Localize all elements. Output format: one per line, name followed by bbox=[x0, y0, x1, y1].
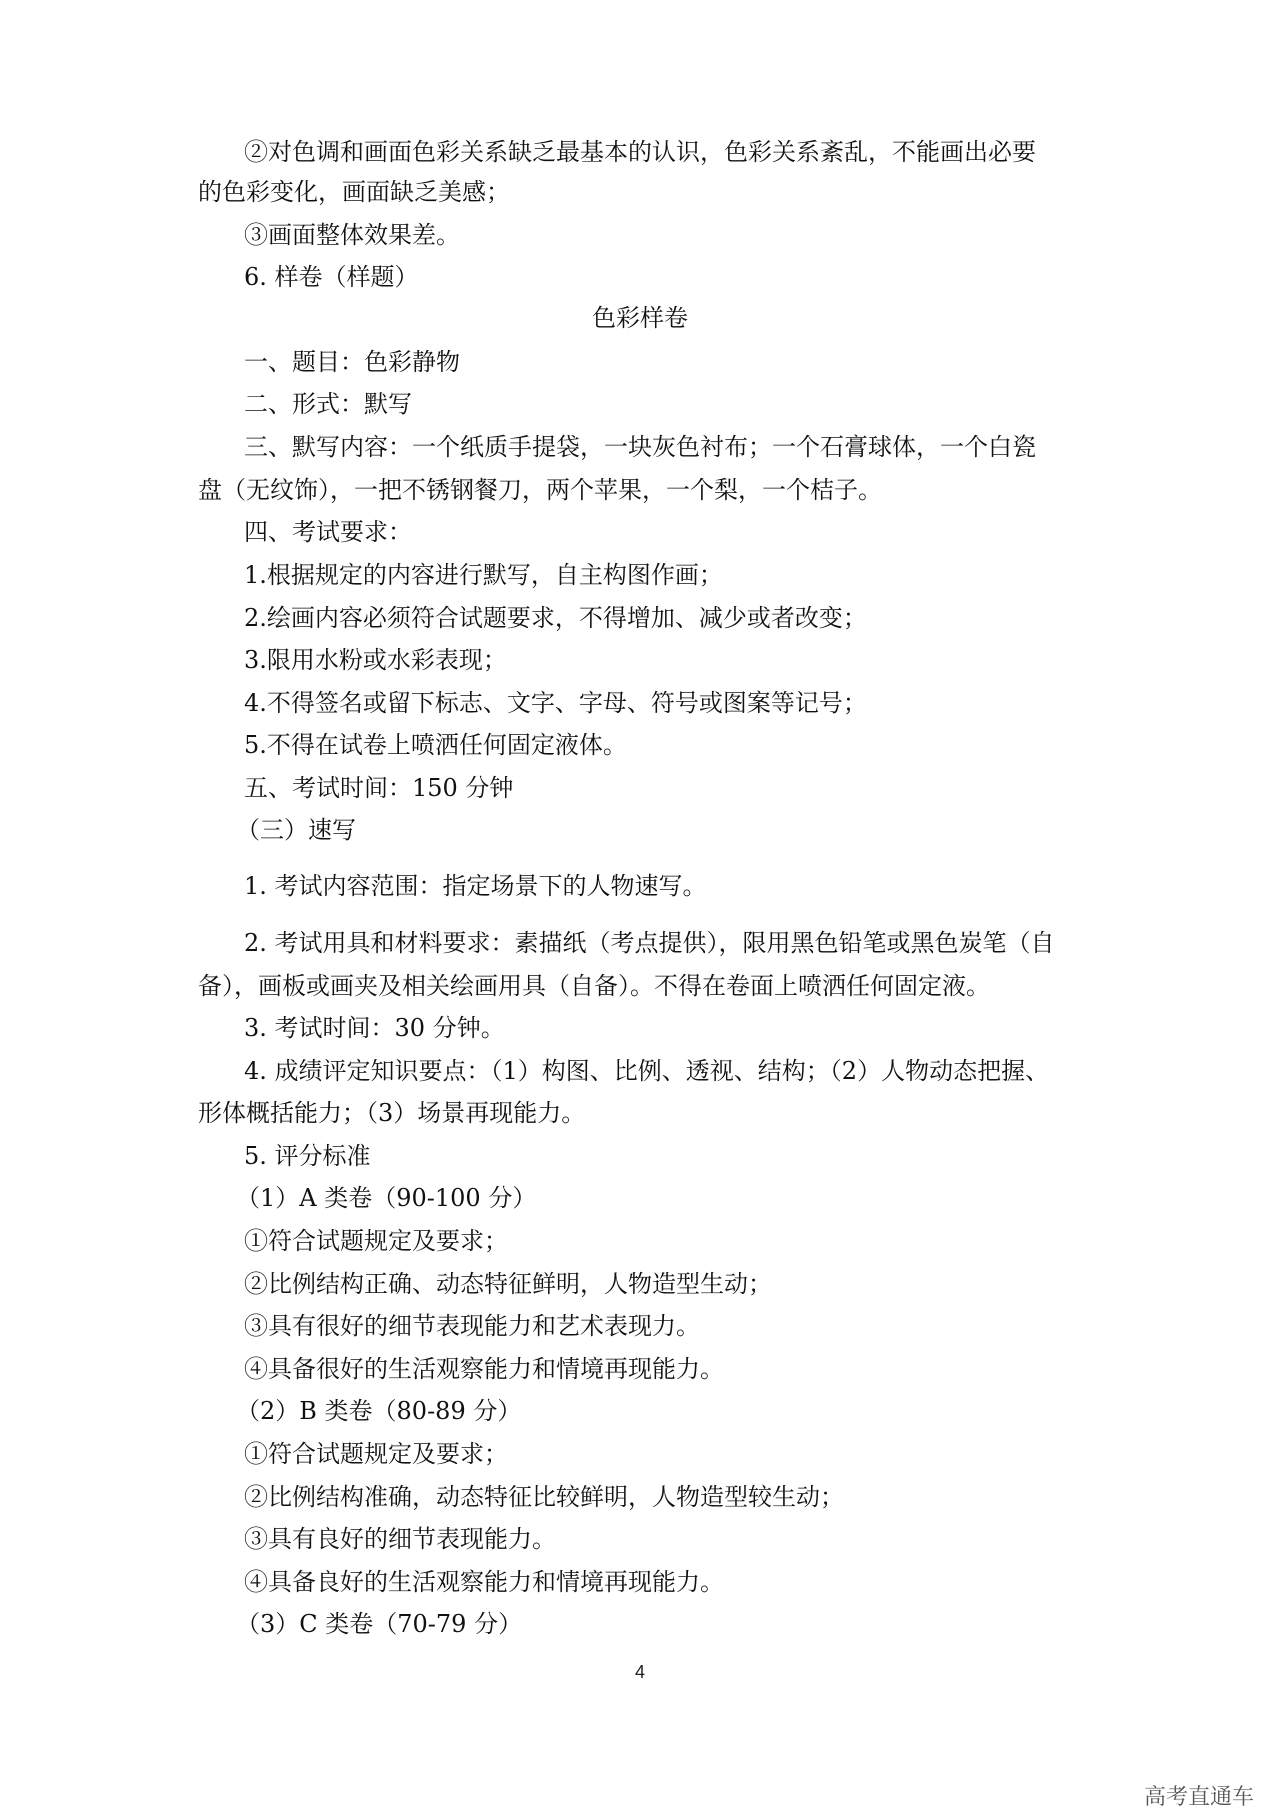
text-line: 4.不得签名或留下标志、文字、字母、符号或图案等记号； bbox=[244, 689, 867, 717]
text-line: ③具有很好的细节表现能力和艺术表现力。 bbox=[244, 1312, 700, 1340]
text-line: ④具备很好的生活观察能力和情境再现能力。 bbox=[244, 1355, 724, 1383]
text-line: 5. 评分标准 bbox=[244, 1142, 371, 1170]
sample-title: 色彩样卷 bbox=[592, 304, 688, 332]
text-line: ④具备良好的生活观察能力和情境再现能力。 bbox=[244, 1568, 724, 1596]
text-line: ②比例结构正确、动态特征鲜明，人物造型生动； bbox=[244, 1270, 772, 1298]
text-line: 五、考试时间：150 分钟 bbox=[244, 774, 514, 802]
text-line: 一、题目：色彩静物 bbox=[244, 348, 460, 376]
text-line: 备），画板或画夹及相关绘画用具（自备）。不得在卷面上喷洒任何固定液。 bbox=[198, 972, 990, 1000]
section-heading: （三）速写 bbox=[236, 816, 356, 844]
text-line: 3. 考试时间：30 分钟。 bbox=[244, 1014, 505, 1042]
text-line: （3）C 类卷（70-79 分） bbox=[236, 1610, 523, 1638]
text-line: ③画面整体效果差。 bbox=[244, 221, 460, 249]
text-line: 三、默写内容：一个纸质手提袋，一块灰色衬布；一个石膏球体，一个白瓷 bbox=[244, 433, 1036, 461]
text-line: 的色彩变化，画面缺乏美感； bbox=[198, 178, 510, 206]
text-line: ③具有良好的细节表现能力。 bbox=[244, 1525, 556, 1553]
text-line: ②对色调和画面色彩关系缺乏最基本的认识，色彩关系紊乱，不能画出必要 bbox=[244, 138, 1036, 166]
text-line: 5.不得在试卷上喷洒任何固定液体。 bbox=[244, 731, 627, 759]
text-line: ①符合试题规定及要求； bbox=[244, 1227, 508, 1255]
text-line: 3.限用水粉或水彩表现； bbox=[244, 646, 507, 674]
text-line: 盘（无纹饰），一把不锈钢餐刀，两个苹果，一个梨，一个桔子。 bbox=[198, 476, 882, 504]
text-line: 形体概括能力；（3）场景再现能力。 bbox=[198, 1099, 586, 1127]
section-heading: 6. 样卷（样题） bbox=[244, 263, 419, 291]
text-line: 1.根据规定的内容进行默写，自主构图作画； bbox=[244, 561, 723, 589]
text-line: 1. 考试内容范围：指定场景下的人物速写。 bbox=[244, 872, 707, 900]
text-line: ②比例结构准确，动态特征比较鲜明，人物造型较生动； bbox=[244, 1483, 844, 1511]
page-number: 4 bbox=[634, 1662, 645, 1682]
text-line: 2.绘画内容必须符合试题要求，不得增加、减少或者改变； bbox=[244, 604, 867, 632]
text-line: 2. 考试用具和材料要求：素描纸（考点提供），限用黑色铅笔或黑色炭笔（自 bbox=[244, 929, 1055, 957]
text-line: （1）A 类卷（90-100 分） bbox=[236, 1184, 537, 1212]
text-line: 四、考试要求： bbox=[244, 518, 412, 546]
watermark: 高考直通车 bbox=[1143, 1785, 1254, 1810]
text-line: 二、形式：默写 bbox=[244, 390, 412, 418]
text-line: ①符合试题规定及要求； bbox=[244, 1440, 508, 1468]
text-line: （2）B 类卷（80-89 分） bbox=[236, 1397, 522, 1425]
text-line: 4. 成绩评定知识要点：（1）构图、比例、透视、结构；（2）人物动态把握、 bbox=[244, 1057, 1050, 1085]
